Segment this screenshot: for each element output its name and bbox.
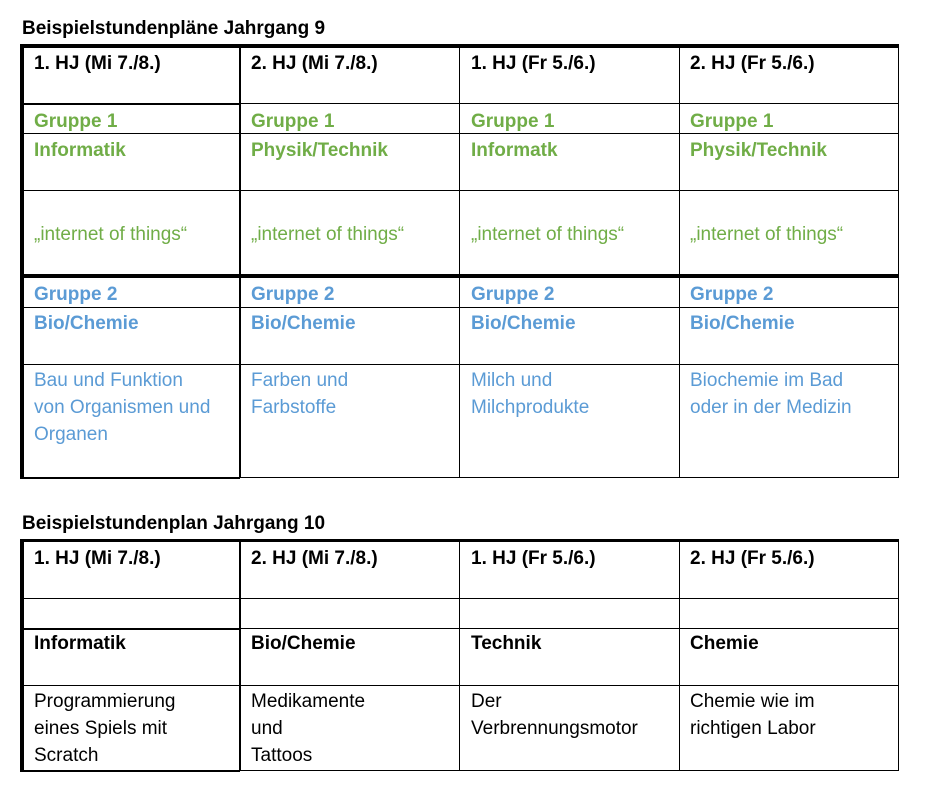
topic-line: richtigen Labor (690, 718, 816, 739)
table1-group1-subject-4: Physik/Technik (690, 140, 827, 161)
topic-line: Scratch (34, 745, 99, 766)
topic-line: Organen (34, 424, 108, 445)
table1-group2-topic-3 (471, 367, 589, 421)
table1-group2-subject-2: Bio/Chemie (251, 313, 356, 334)
topic-line: von Organismen und (34, 397, 211, 418)
table1-group2-subject-3: Bio/Chemie (471, 313, 576, 334)
topic-line: Tattoos (251, 745, 313, 766)
table1-group1-subject-2: Physik/Technik (251, 140, 388, 161)
table1-group2-label-4: Gruppe 2 (690, 284, 774, 305)
topic-line: Chemie wie im (690, 691, 815, 712)
table1-group1-label-1: Gruppe 1 (34, 111, 118, 132)
table1-group1-subject-1: Informatik (34, 140, 126, 161)
topic-line: Farben und (251, 370, 349, 391)
table1-group1-subject-3: Informatk (471, 140, 558, 161)
topic-line: Farbstoffe (251, 397, 337, 418)
topic-line: Milch und (471, 370, 553, 391)
table2-subject-1: Informatik (34, 633, 126, 654)
table1-group1-topic-3: „internet of things“ (471, 224, 625, 245)
table1-group1-topic-4: „internet of things“ (690, 224, 844, 245)
table1-header-3: 1. HJ (Fr 5./6.) (471, 53, 596, 74)
topic-line: Medikamente (251, 691, 366, 712)
table1-group1-topic-2: „internet of things“ (251, 224, 405, 245)
table2-header-3: 1. HJ (Fr 5./6.) (471, 548, 596, 569)
table1-group2-topic-4 (690, 367, 852, 421)
table1-title: Beispielstundenpläne Jahrgang 9 (22, 18, 326, 39)
topic-line: oder in der Medizin (690, 397, 852, 418)
table2-header-4: 2. HJ (Fr 5./6.) (690, 548, 815, 569)
topic-line: Verbrennungsmotor (471, 718, 638, 739)
table1-group2-subject-4: Bio/Chemie (690, 313, 795, 334)
table1-header-2: 2. HJ (Mi 7./8.) (251, 53, 378, 74)
table1-group2-topic-2 (251, 367, 348, 421)
topic-line: und (251, 718, 283, 739)
topic-line: eines Spiels mit (34, 718, 168, 739)
table2-header-2: 2. HJ (Mi 7./8.) (251, 548, 378, 569)
table2-subject-2: Bio/Chemie (251, 633, 356, 654)
table2-subject-3: Technik (471, 633, 542, 654)
table1-group2-topic-1 (34, 367, 210, 448)
topic-line: Programmierung (34, 691, 176, 712)
table1-group2-label-1: Gruppe 2 (34, 284, 118, 305)
table1-group1-label-2: Gruppe 1 (251, 111, 335, 132)
topic-line: Bau und Funktion (34, 370, 183, 391)
table1-group2-subject-1: Bio/Chemie (34, 313, 139, 334)
topic-line: Milchprodukte (471, 397, 590, 418)
table1-group1-label-4: Gruppe 1 (690, 111, 774, 132)
table2-topic-3 (471, 688, 638, 742)
topic-line: Biochemie im Bad (690, 370, 844, 391)
table2-topic-1 (34, 688, 176, 769)
table2-subject-4: Chemie (690, 633, 759, 654)
table1-group2-label-2: Gruppe 2 (251, 284, 335, 305)
table1-group1-topic-1: „internet of things“ (34, 224, 188, 245)
table2-title: Beispielstundenplan Jahrgang 10 (22, 513, 326, 534)
table2-topic-4 (690, 688, 816, 742)
topic-line: Der (471, 691, 502, 712)
table1-group2-label-3: Gruppe 2 (471, 284, 555, 305)
table1-group1-label-3: Gruppe 1 (471, 111, 555, 132)
table2-topic-2 (251, 688, 365, 769)
table2-header-1: 1. HJ (Mi 7./8.) (34, 548, 161, 569)
table1-header-4: 2. HJ (Fr 5./6.) (690, 53, 815, 74)
table1-header-1: 1. HJ (Mi 7./8.) (34, 53, 161, 74)
